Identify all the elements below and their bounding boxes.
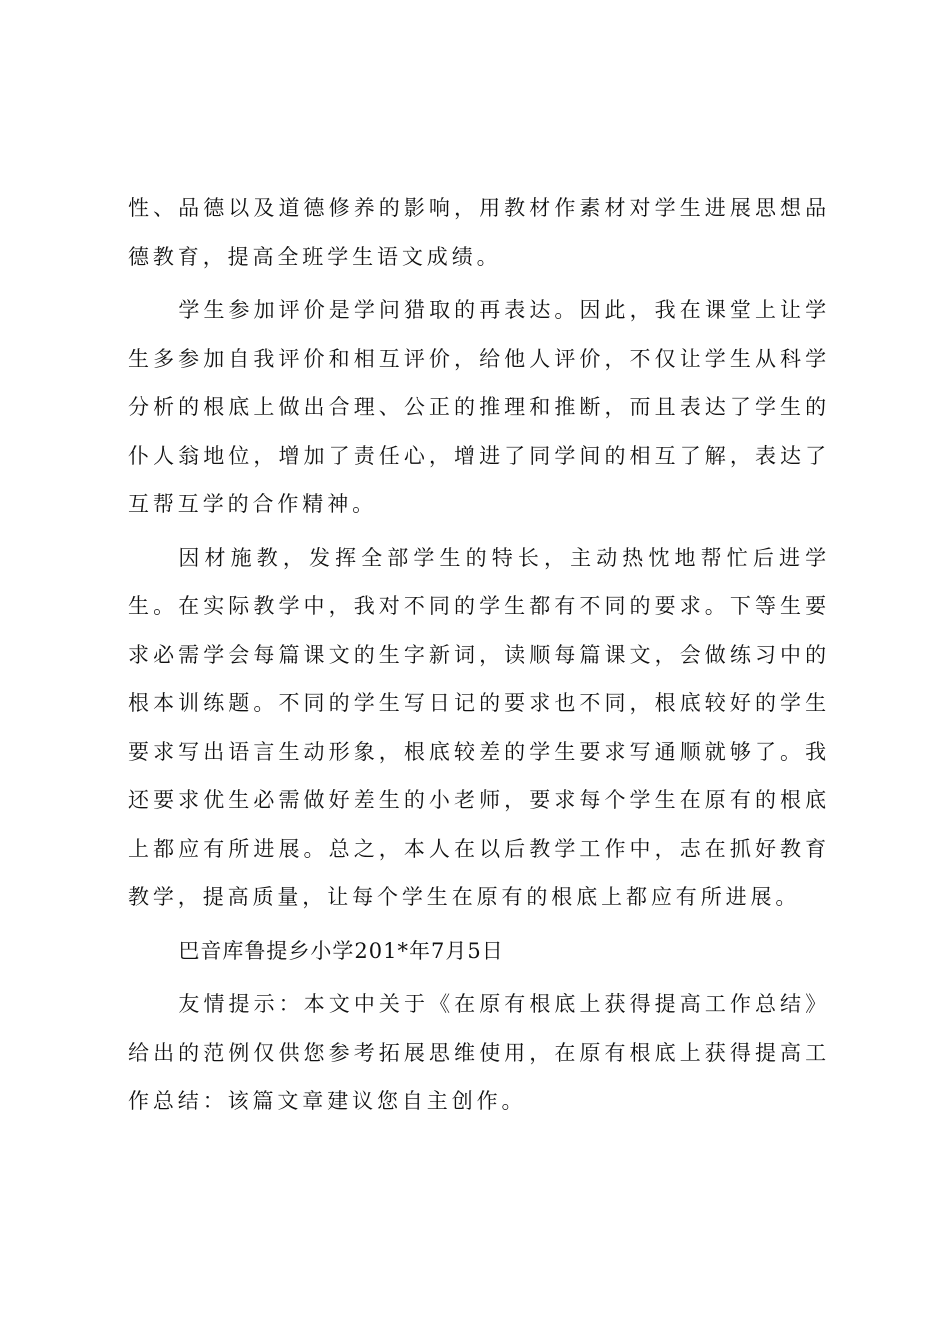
paragraph-student-evaluation: 学生参加评价是学问猎取的再表达。因此，我在课堂上让学生多参加自我评价和相互评价，给他人评价，不仅让学生从科学分析的根底上做出合理、公正的推理和推断，而且表达了学生的仆人翁地位，增加了责任心，增进了同学间的相互了解，表达了互帮互学的合作精神。 bbox=[128, 298, 830, 516]
paragraph-friendly-tip: 友情提示：本文中关于《在原有根底上获得提高工作总结》给出的范例仅供您参考拓展思维使用，在原有根底上获得提高工作总结：该篇文章建议您自主创作。 bbox=[128, 992, 830, 1113]
paragraph-teaching-differentiation: 因材施教，发挥全部学生的特长，主动热忱地帮忙后进学生。在实际教学中，我对不同的学生都有不同的要求。下等生要求必需学会每篇课文的生字新词，读顺每篇课文，会做练习中的根本训练题。不同的学生写日记的要求也不同，根底较好的学生要求写出语言生动形象，根底较差的学生要求写通顺就够了。我还要求优生必需做好差生的小老师，要求每个学生在原有的根底上都应有所进展。总之，本人在以后教学工作中，志在抓好教育教学，提高质量，让每个学生在原有的根底上都应有所进展。 bbox=[128, 545, 830, 909]
document-body bbox=[128, 184, 830, 1131]
paragraph-continuation: 性、品德以及道德修养的影响，用教材作素材对学生进展思想品德教育，提高全班学生语文成绩。 bbox=[128, 196, 830, 269]
signature-line: 巴音库鲁提乡小学201*年7月5日 bbox=[178, 938, 504, 963]
